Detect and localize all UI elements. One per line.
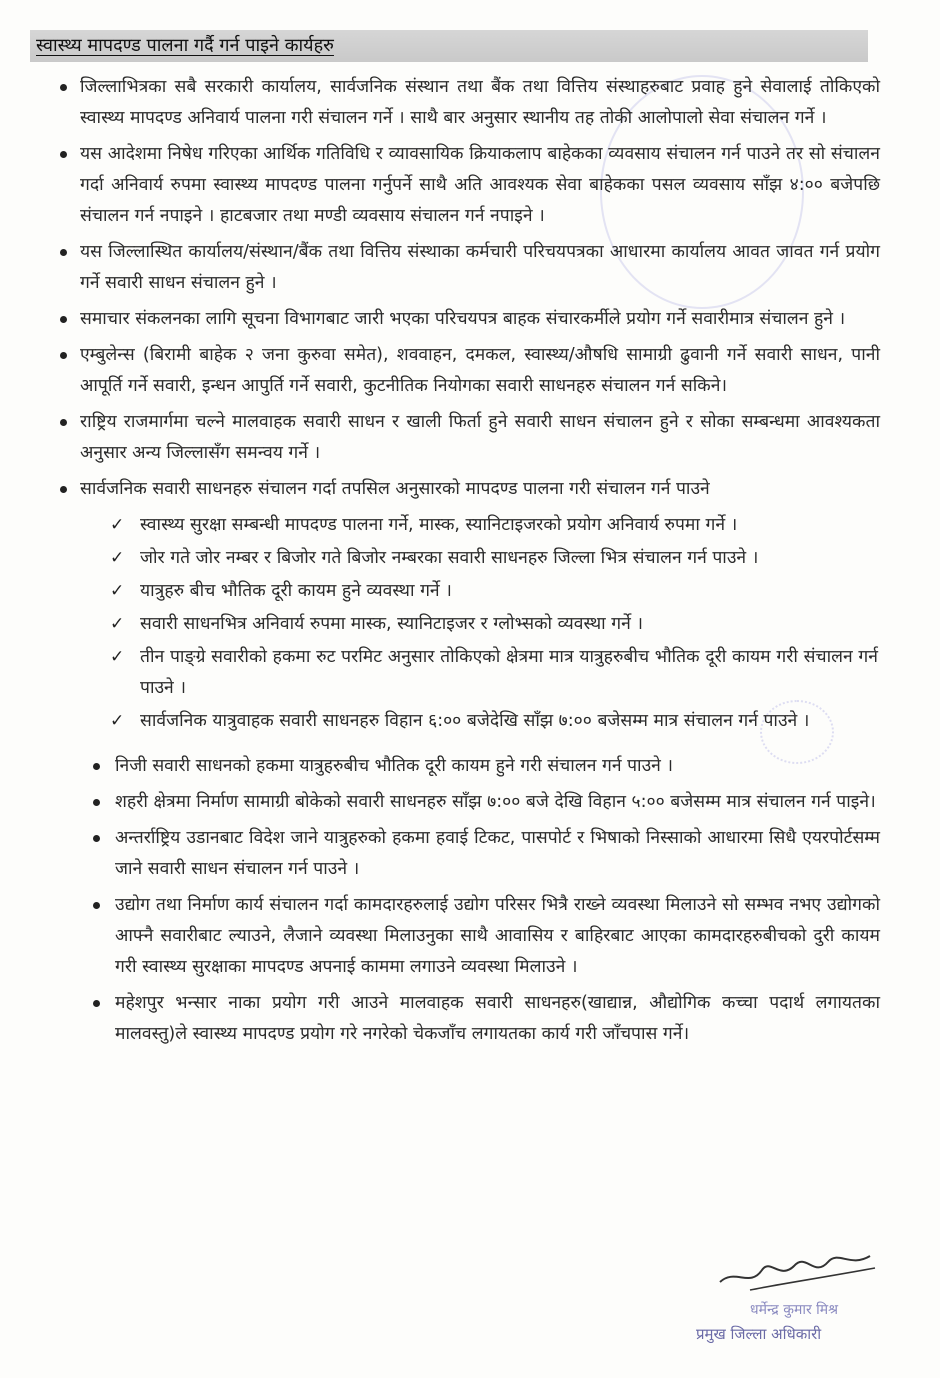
list-item-text: महेशपुर भन्सार नाका प्रयोग गरी आउने मालवाहक सवारी साधनहरु(खाद्यान्न, औद्योगिक कच्चा पदार्थ लगायतका मालवस्तु)ले स्वास्थ्य मापदण्ड प्रयोग गरे नगरेको चेकजाँच लगायतका कार्य गरी जाँचपास गर्ने। [115,993,880,1044]
checklist-item [110,543,878,574]
document-body [0,72,940,1055]
bullet-icon [60,249,67,256]
list-item [115,988,880,1050]
list-item [80,474,880,505]
list-item-text: शहरी क्षेत्रमा निर्माण सामाग्री बोकेको सवारी साधनहरु साँझ ७:०० बजे देखि विहान ५:०० बजेसम्म मात्र संचालन गर्न पाइने। [115,792,876,812]
signatory-name: धर्मेन्द्र कुमार मिश्र [750,1302,839,1318]
list-item-text: उद्योग तथा निर्माण कार्य संचालन गर्दा कामदारहरुलाई उद्योग परिसर भित्रै राख्ने व्यवस्था मिलाउने सो सम्भव नभए उद्योगको आफ्नै सवारीबाट ल्याउने, लैजाने व्यवस्था मिलाउनुका साथै आवासिय र बाहिरबाट आएका कामदारहरुबीचको दुरी कायम गरी स्वास्थ्य सुरक्षाका मापदण्ड अपनाई काममा लगाउने व्यवस्था मिलाउने । [115,895,880,977]
checkmark-icon: ✓ [110,614,125,634]
list-item-text: समाचार संकलनका लागि सूचना विभागबाट जारी भएका परिचयपत्र बाहक संचारकर्मीले प्रयोग गर्ने सवारीमात्र संचालन हुने । [80,309,846,329]
bullet-icon [93,799,100,806]
list-item [80,340,880,402]
list-item-text: यस जिल्लास्थित कार्यालय/संस्थान/बैंक तथा वित्तिय संस्थाका कर्मचारी परिचयपत्रका आधारमा कार्यालय आवत जावत गर्न प्रयोग गर्ने सवारी साधन संचालन हुने । [80,242,880,293]
main-list [0,72,940,505]
checklist [0,510,940,737]
checklist-item-text: यात्रुहरु बीच भौतिक दूरी कायम हुने व्यवस्था गर्ने । [140,581,452,601]
bullet-icon [60,151,67,158]
list-item-text: यस आदेशमा निषेध गरिएका आर्थिक गतिविधि र व्यावसायिक क्रियाकलाप बाहेकका व्यवसाय संचालन गर्न पाउने तर सो संचालन गर्दा अनिवार्य रुपमा स्वास्थ्य मापदण्ड पालना गर्नुपर्ने साथै अति आवश्यक सेवा बाहेकका पसल व्यवसाय साँझ ४:०० बजेपछि संचालन गर्न नपाइने । हाटबजार तथा मण्डी व्यवसाय संचालन गर्न नपाइने । [80,144,880,226]
list-item [115,787,880,818]
list-item [115,890,880,983]
signature-icon [710,1238,880,1298]
bullet-icon [93,835,100,842]
second-list [0,751,940,1050]
list-item [80,407,880,469]
checkmark-icon: ✓ [110,647,125,667]
bullet-icon [60,352,67,359]
list-item [115,751,880,782]
checklist-item [110,609,878,640]
checkmark-icon: ✓ [110,711,125,731]
checkmark-icon: ✓ [110,548,125,568]
checklist-item [110,706,878,737]
bullet-icon [60,84,67,91]
list-item-text: एम्बुलेन्स (बिरामी बाहेक २ जना कुरुवा समेत), शववाहन, दमकल, स्वास्थ्य/औषधि सामाग्री ढुवानी गर्ने सवारी साधन, पानी आपूर्ति गर्ने सवारी, इन्धन आपुर्ति गर्ने सवारी, कुटनीतिक नियोगका सवारी साधनहरु संचालन गर्न सकिने। [80,345,880,396]
list-item [80,237,880,299]
bullet-icon [60,419,67,426]
checklist-item-text: सार्वजनिक यात्रुवाहक सवारी साधनहरु विहान ६:०० बजेदेखि साँझ ७:०० बजेसम्म मात्र संचालन गर्न पाउने । [140,711,810,731]
checklist-item-text: स्वास्थ्य सुरक्षा सम्बन्धी मापदण्ड पालना गर्ने, मास्क, स्यानिटाइजरको प्रयोग अनिवार्य रुपमा गर्ने । [140,515,738,535]
signature-block [690,1238,890,1358]
bullet-icon [93,902,100,909]
list-item [80,304,880,335]
list-item [80,72,880,134]
page-title: स्वास्थ्य मापदण्ड पालना गर्दै गर्न पाइने कार्यहरु [36,35,334,56]
checkmark-icon: ✓ [110,515,125,535]
checklist-item-text: सवारी साधनभित्र अनिवार्य रुपमा मास्क, स्यानिटाइजर र ग्लोभ्सको व्यवस्था गर्ने । [140,614,643,634]
list-item [115,823,880,885]
checklist-item [110,576,878,607]
list-item-text: अन्तर्राष्ट्रिय उडानबाट विदेश जाने यात्रुहरुको हकमा हवाई टिकट, पासपोर्ट र भिषाको निस्साको आधारमा सिधै एयरपोर्टसम्म जाने सवारी साधन संचालन गर्न पाउने । [115,828,880,879]
checklist-item-text: तीन पाङ्ग्रे सवारीको हकमा रुट परमिट अनुसार तोकिएको क्षेत्रमा मात्र यात्रुहरुबीच भौतिक दूरी कायम गरी संचालन गर्न पाउने । [140,647,878,698]
checklist-item-text: जोर गते जोर नम्बर र बिजोर गते बिजोर नम्बरका सवारी साधनहरु जिल्ला भित्र संचालन गर्न पाउने । [140,548,759,568]
signatory-title: प्रमुख जिल्ला अधिकारी [696,1325,822,1343]
bullet-icon [60,316,67,323]
list-item-text: जिल्लाभित्रका सबै सरकारी कार्यालय, सार्वजनिक संस्थान तथा बैंक तथा वित्तिय संस्थाहरुबाट प्रवाह हुने सेवालाई तोकिएको स्वास्थ्य मापदण्ड अनिवार्य पालना गरी संचालन गर्ने । साथै बार अनुसार स्थानीय तह तोकी आलोपालो सेवा संचालन गर्ने । [80,77,880,128]
list-item-text: सार्वजनिक सवारी साधनहरु संचालन गर्दा तपसिल अनुसारको मापदण्ड पालना गरी संचालन गर्न पाउने [80,479,710,499]
list-item-text: निजी सवारी साधनको हकमा यात्रुहरुबीच भौतिक दूरी कायम हुने गरी संचालन गर्न पाउने । [115,756,674,776]
checklist-item [110,510,878,541]
list-item [80,139,880,232]
list-item-text: राष्ट्रिय राजमार्गमा चल्ने मालवाहक सवारी साधन र खाली फिर्ता हुने सवारी साधन संचालन हुने र सोका सम्बन्धमा आवश्यकता अनुसार अन्य जिल्लासँग समन्वय गर्ने । [80,412,880,463]
bullet-icon [93,1000,100,1007]
checkmark-icon: ✓ [110,581,125,601]
checklist-item [110,642,878,704]
bullet-icon [60,486,67,493]
bullet-icon [93,763,100,770]
